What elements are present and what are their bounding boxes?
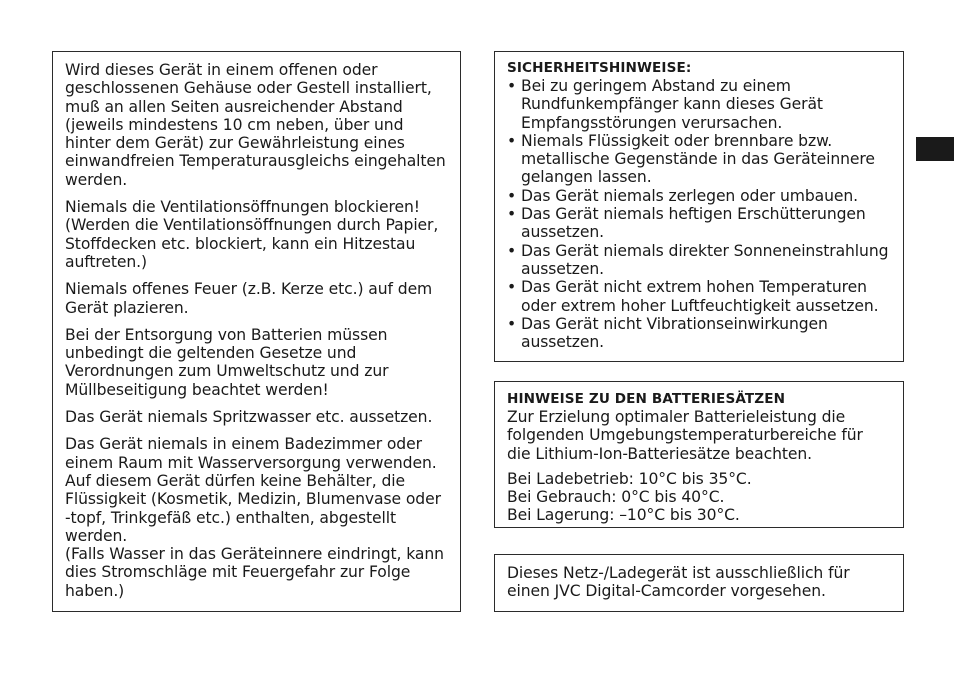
bullet-icon: •	[507, 186, 517, 205]
paragraph-line: -topf, Trinkgefäß etc.) enthalten, abgestellt	[65, 508, 396, 527]
paragraph-line: Wird dieses Gerät in einem offenen oder	[65, 61, 378, 79]
paragraph-line: hinter dem Gerät) zur Gewährleistung eines	[65, 134, 405, 153]
safety-item-line: gelangen lassen.	[521, 168, 652, 187]
paragraph-line: werden.	[65, 170, 128, 189]
paragraph-line: (Werden die Ventilationsöffnungen durch Papier,	[65, 216, 439, 235]
temperature-range: Bei Ladebetrieb: 10°C bis 35°C.	[507, 469, 752, 488]
safety-item-line: Das Gerät nicht Vibrationseinwirkungen	[521, 314, 828, 333]
battery-intro	[507, 408, 895, 463]
paragraph-line: geschlossenen Gehäuse oder Gestell installiert,	[65, 79, 432, 98]
safety-item	[507, 278, 895, 315]
safety-item	[507, 187, 895, 205]
charger-note	[507, 564, 895, 601]
bullet-icon: •	[507, 314, 517, 333]
safety-list	[507, 77, 895, 351]
paragraph-line: Gerät plazieren.	[65, 298, 189, 317]
safety-item-line: Das Gerät nicht extrem hohen Temperaturen	[521, 278, 867, 297]
warning-paragraph	[65, 408, 450, 426]
paragraph-line: unbedingt die geltenden Gesetze und	[65, 344, 357, 363]
safety-item	[507, 242, 895, 279]
safety-item-line: aussetzen.	[521, 259, 605, 278]
safety-heading: SICHERHEITSHINWEISE:	[507, 60, 692, 76]
paragraph-line: Das Gerät niemals Spritzwasser etc. aussetzen.	[65, 408, 433, 427]
paragraph-line: dies Stromschläge mit Feuergefahr zur Folge	[65, 563, 411, 582]
warning-paragraph	[65, 435, 450, 600]
paragraph-line: Bei der Entsorgung von Batterien müssen	[65, 325, 388, 344]
warning-paragraph	[65, 198, 450, 271]
safety-item	[507, 205, 895, 242]
safety-item-line: aussetzen.	[521, 223, 605, 242]
paragraph-line: Das Gerät niemals in einem Badezimmer oder	[65, 435, 422, 454]
temperature-range: Bei Lagerung: –10°C bis 30°C.	[507, 506, 740, 525]
paragraph-line: haben.)	[65, 581, 125, 600]
safety-item	[507, 315, 895, 352]
safety-item-line: Das Gerät niemals zerlegen oder umbauen.	[521, 186, 859, 205]
safety-item-line: aussetzen.	[521, 333, 605, 352]
safety-notes-box	[494, 51, 904, 362]
paragraph-line: Flüssigkeit (Kosmetik, Medizin, Blumenvase oder	[65, 490, 441, 509]
paragraph-line: einem Raum mit Wasserversorgung verwenden.	[65, 453, 437, 472]
paragraph-line: Verordnungen zum Umweltschutz und zur	[65, 362, 389, 381]
charger-note-box	[494, 554, 904, 612]
battery-heading: HINWEISE ZU DEN BATTERIESÄTZEN	[507, 391, 786, 407]
warning-paragraph	[65, 326, 450, 399]
warning-paragraph	[65, 61, 450, 189]
battery-intro-line: Zur Erzielung optimaler Batterieleistung die	[507, 408, 846, 426]
charger-note-line: einen JVC Digital-Camcorder vorgesehen.	[507, 582, 826, 601]
paragraph-line: werden.	[65, 526, 128, 545]
paragraph-line: (Falls Wasser in das Geräteinnere eindringt, kann	[65, 545, 444, 564]
paragraph-line: Müllbeseitigung beachtet werden!	[65, 380, 329, 399]
paragraph-line: muß an allen Seiten ausreichender Abstand	[65, 97, 403, 116]
bullet-icon: •	[507, 205, 517, 224]
paragraph-line: Stoffdecken etc. blockiert, kann ein Hitzestau	[65, 234, 416, 253]
general-warnings-box	[52, 51, 461, 612]
warning-paragraph	[65, 280, 450, 317]
battery-intro-line: die Lithium-Ion-Batteriesätze beachten.	[507, 444, 813, 463]
paragraph-line: einwandfreien Temperaturausgleichs eingehalten	[65, 152, 446, 171]
section-tab-marker	[916, 137, 954, 161]
safety-item-line: metallische Gegenstände in das Geräteinnere	[521, 150, 875, 169]
battery-notes-box	[494, 381, 904, 528]
bullet-icon: •	[507, 131, 517, 150]
paragraph-line: (jeweils mindestens 10 cm neben, über und	[65, 115, 404, 134]
battery-temperature-ranges	[507, 470, 895, 525]
bullet-icon: •	[507, 278, 517, 297]
battery-intro-line: folgenden Umgebungstemperaturbereiche für	[507, 426, 863, 445]
safety-item-line: Niemals Flüssigkeit oder brennbare bzw.	[521, 131, 833, 150]
bullet-icon: •	[507, 77, 517, 95]
safety-item-line: Das Gerät niemals direkter Sonneneinstrahlung	[521, 241, 889, 260]
safety-item-line: oder extrem hoher Luftfeuchtigkeit aussetzen.	[521, 296, 879, 315]
safety-item	[507, 77, 895, 132]
safety-item-line: Das Gerät niemals heftigen Erschütterungen	[521, 205, 866, 224]
paragraph-line: auftreten.)	[65, 252, 147, 271]
temperature-range: Bei Gebrauch: 0°C bis 40°C.	[507, 488, 725, 507]
paragraph-line: Niemals offenes Feuer (z.B. Kerze etc.) auf dem	[65, 280, 433, 299]
charger-note-line: Dieses Netz-/Ladegerät ist ausschließlich für	[507, 564, 850, 582]
safety-item-line: Rundfunkempfänger kann dieses Gerät	[521, 95, 823, 114]
paragraph-line: Niemals die Ventilationsöffnungen blockieren!	[65, 198, 420, 217]
paragraph-line: Auf diesem Gerät dürfen keine Behälter, die	[65, 471, 405, 490]
bullet-icon: •	[507, 241, 517, 260]
safety-item	[507, 132, 895, 187]
safety-item-line: Empfangsstörungen verursachen.	[521, 113, 783, 132]
safety-item-line: Bei zu geringem Abstand zu einem	[521, 77, 791, 95]
